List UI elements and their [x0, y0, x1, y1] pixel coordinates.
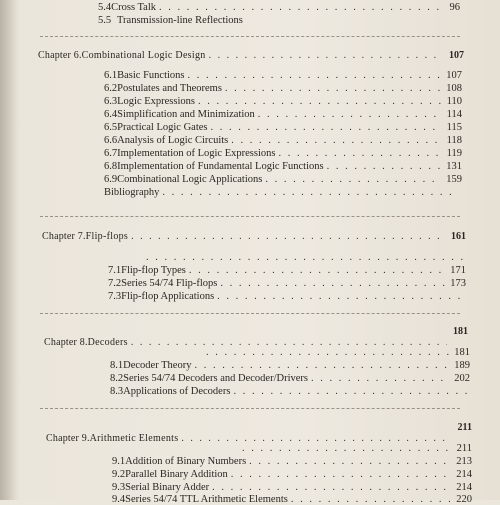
- leader-dots: [212, 482, 451, 493]
- chapter-label: Chapter 9.: [46, 433, 90, 444]
- section-title: Addition of Binary Numbers: [125, 456, 247, 467]
- section-title: Implementation of Fundamental Logic Functions: [117, 161, 324, 172]
- leader-dots: [225, 83, 441, 94]
- section-title: Parallel Binary Addition: [125, 469, 228, 480]
- leader-dots: [198, 96, 441, 107]
- section-number: 5.5: [98, 15, 112, 26]
- section-number: 6.7: [104, 148, 118, 159]
- toc-entry: [104, 174, 462, 185]
- section-title: Implementation of Logic Expressions: [117, 148, 276, 159]
- section-title: Applications of Decoders: [123, 386, 231, 397]
- section-title: Cross Talk: [111, 2, 156, 13]
- section-number: 6.9: [104, 174, 118, 185]
- toc-entry: [108, 278, 466, 289]
- toc-entry: [112, 482, 472, 493]
- toc-entry: [104, 135, 462, 146]
- leader-dots: [188, 70, 442, 81]
- section-number: 9.3: [112, 482, 126, 493]
- section-number: 6.1: [104, 70, 118, 81]
- page-number: 214: [456, 469, 472, 480]
- leader-dots: [206, 347, 449, 358]
- chapter-heading: [38, 50, 464, 61]
- toc-entry: [104, 187, 462, 198]
- leader-dots: [311, 373, 449, 384]
- chapter-page: 107: [449, 50, 464, 61]
- leader-dots: [327, 161, 441, 172]
- divider: [40, 36, 460, 37]
- section-number: 9.1: [112, 456, 126, 467]
- toc-entry: [98, 2, 460, 13]
- toc-entry: [98, 15, 460, 26]
- leader-dots: [258, 109, 441, 120]
- toc-entry: [108, 291, 466, 302]
- section-title: Practical Logic Gates: [117, 122, 208, 133]
- page-number: 220: [456, 494, 472, 505]
- page-number: 171: [450, 265, 466, 276]
- page-number: 114: [446, 109, 462, 120]
- toc-entry: [108, 265, 466, 276]
- page-number: 119: [446, 148, 462, 159]
- section-title: Decoder Theory: [123, 360, 192, 371]
- leader-dots: [131, 231, 445, 242]
- toc-entry: [112, 469, 472, 480]
- page-number: 131: [446, 161, 462, 172]
- section-title: Combinational Logic Applications: [117, 174, 263, 185]
- section-number: 6.2: [104, 83, 118, 94]
- section-number: 6.5: [104, 122, 118, 133]
- section-number: 9.2: [112, 469, 126, 480]
- section-title: Series 54/74 TTL Arithmetic Elements: [125, 494, 288, 505]
- page-number: 189: [454, 360, 470, 371]
- section-title: Transmission-line Reflections: [117, 15, 243, 26]
- toc-entry: [112, 443, 472, 454]
- page-number: 173: [450, 278, 466, 289]
- divider: [40, 216, 460, 217]
- page-number: 213: [456, 456, 472, 467]
- leader-dots: [194, 360, 449, 371]
- leader-dots: [220, 278, 445, 289]
- section-number: 6.8: [104, 161, 118, 172]
- chapter-title: Flip-flops: [85, 231, 129, 242]
- section-number: 9.4: [112, 494, 126, 505]
- chapter-heading: [42, 231, 466, 242]
- leader-dots: [278, 148, 441, 159]
- toc-entry: [104, 161, 462, 172]
- leader-dots: [211, 122, 441, 133]
- section-number: 8.3: [110, 386, 124, 397]
- page-number: 108: [446, 83, 462, 94]
- page-number: 118: [446, 135, 462, 146]
- section-number: 6.4: [104, 109, 118, 120]
- page-number: 159: [446, 174, 462, 185]
- section-title: Flip-flop Applications: [121, 291, 215, 302]
- section-number: 6.6: [104, 135, 118, 146]
- page-number: 202: [454, 373, 470, 384]
- page-number: 110: [446, 96, 462, 107]
- section-number: 8.2: [110, 373, 124, 384]
- section-number: 5.4: [98, 2, 112, 13]
- section-title: Logic Expressions: [117, 96, 195, 107]
- page-number: 107: [446, 70, 462, 81]
- leader-dots: [233, 386, 467, 397]
- toc-entry: [108, 252, 466, 263]
- toc-entry: [104, 70, 462, 81]
- section-title: Series 54/74 Decoders and Decoder/Drivers: [123, 373, 308, 384]
- page-number: 214: [456, 482, 472, 493]
- divider: [40, 313, 460, 314]
- toc-entry: [110, 360, 470, 371]
- chapter-title: Combinational Logic Design: [81, 50, 206, 61]
- chapter-title: Arithmetic Elements: [89, 433, 179, 444]
- section-title: Bibliography: [104, 187, 160, 198]
- chapter-label: Chapter 7.: [42, 231, 86, 242]
- leader-dots: [249, 456, 451, 467]
- toc-entry: [112, 456, 472, 467]
- toc-entry: [110, 373, 470, 384]
- leader-dots: [162, 187, 459, 198]
- toc-entry: [104, 148, 462, 159]
- chapter-page: 181: [453, 326, 468, 337]
- section-number: 6.3: [104, 96, 118, 107]
- chapter-page: 211: [457, 422, 472, 433]
- leader-dots: [231, 469, 451, 480]
- section-title: Series 54/74 Flip-flops: [121, 278, 218, 289]
- toc-entry: [104, 96, 462, 107]
- chapter-label: Chapter 6.: [38, 50, 82, 61]
- chapter-title: Decoders: [87, 337, 128, 348]
- leader-dots: [159, 2, 439, 13]
- leader-dots: [189, 265, 445, 276]
- toc-entry: [110, 386, 470, 397]
- page-number: 181: [454, 347, 470, 358]
- section-title: Simplification and Minimization: [117, 109, 255, 120]
- section-title: Serial Binary Adder: [125, 482, 210, 493]
- toc-entry: [104, 83, 462, 94]
- leader-dots: [265, 174, 441, 185]
- leader-dots: [231, 135, 441, 146]
- chapter-label: Chapter 8.: [44, 337, 88, 348]
- divider: [40, 408, 460, 409]
- toc-entry: [104, 109, 462, 120]
- chapter-page: 161: [451, 231, 466, 242]
- leader-dots: [242, 443, 451, 454]
- section-number: 7.1: [108, 265, 122, 276]
- leader-dots: [209, 50, 443, 61]
- section-title: Basic Functions: [117, 70, 185, 81]
- page-number: 211: [456, 443, 472, 454]
- section-number: 7.2: [108, 278, 122, 289]
- page-number: 96: [449, 2, 460, 13]
- toc-entry: [110, 347, 470, 358]
- section-number: 8.1: [110, 360, 124, 371]
- page-number: 115: [446, 122, 462, 133]
- leader-dots: [217, 291, 463, 302]
- page-gutter-shadow: [0, 0, 18, 500]
- section-title: Flip-flop Types: [121, 265, 186, 276]
- section-title: Analysis of Logic Circuits: [117, 135, 229, 146]
- section-number: 7.3: [108, 291, 122, 302]
- leader-dots: [146, 252, 463, 263]
- section-title: Postulates and Theorems: [117, 83, 222, 94]
- toc-entry: [104, 122, 462, 133]
